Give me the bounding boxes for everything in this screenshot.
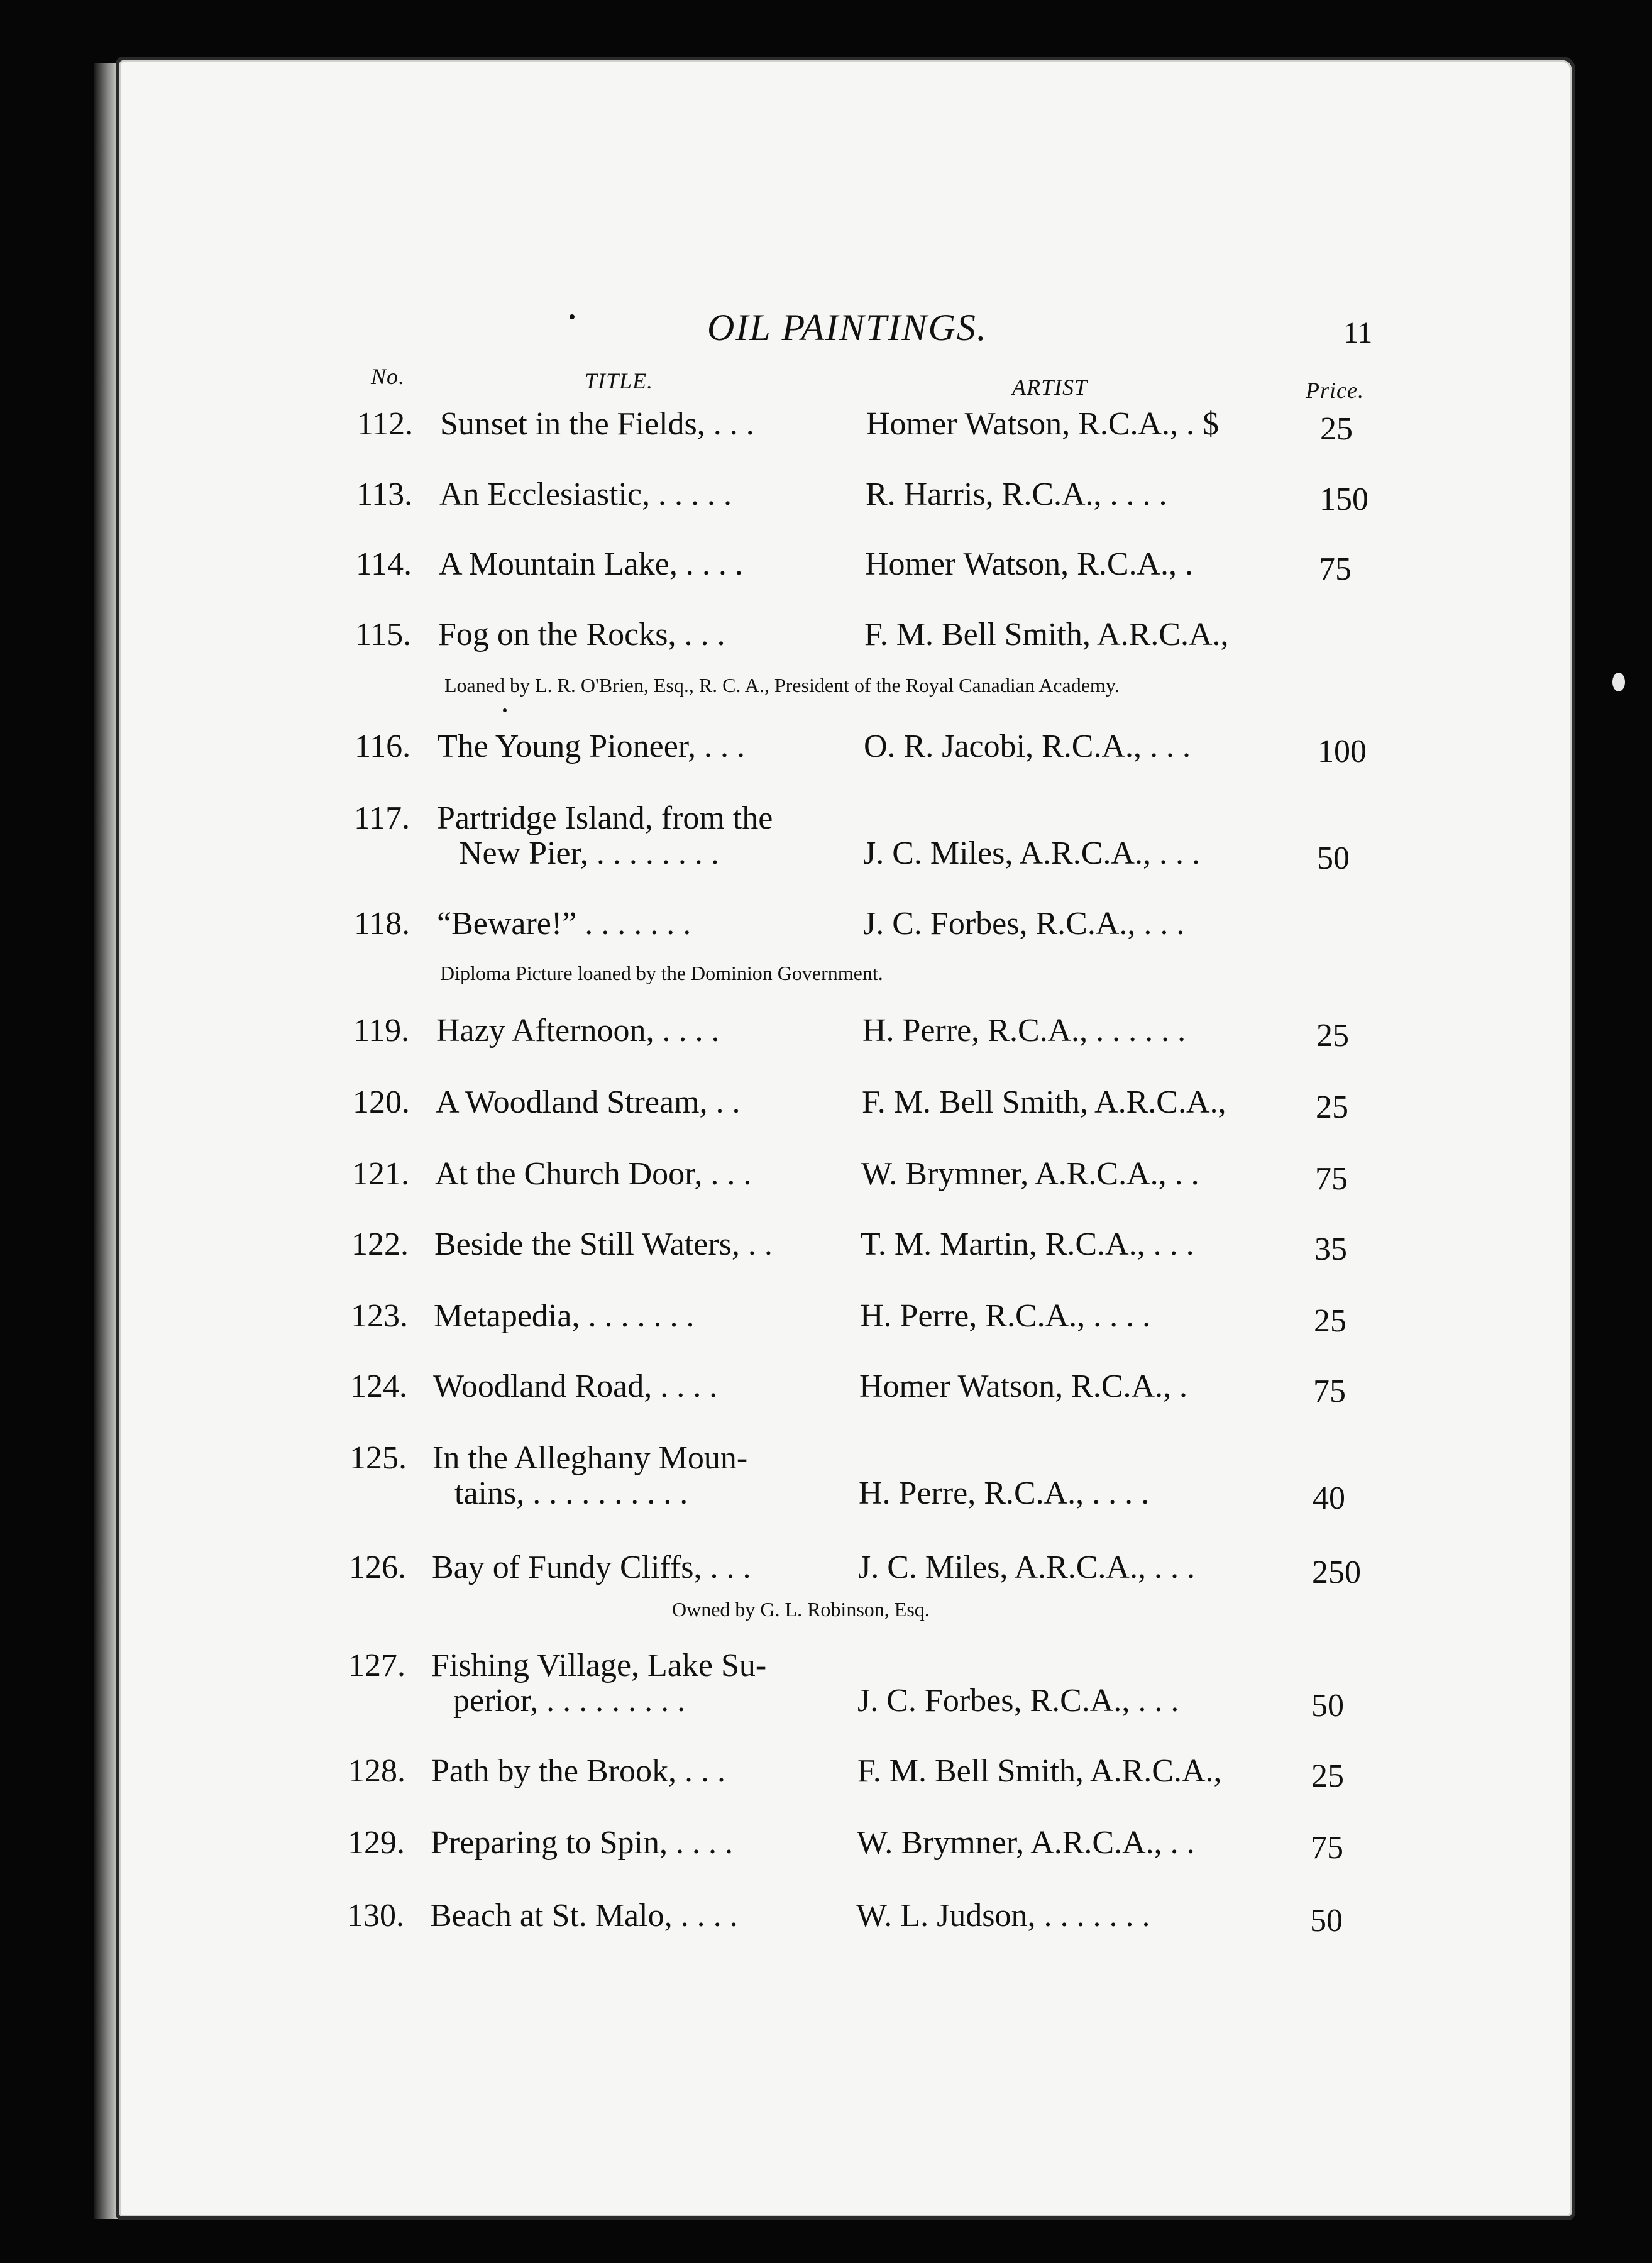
entry-artist: F. M. Bell Smith, A.R.C.A., [857,1753,1222,1789]
entry-title: Metapedia, . . . . . . . [434,1298,695,1334]
entry-price: 50 [1311,1688,1344,1724]
entry-title: “Beware!” . . . . . . . [437,906,691,942]
entry-price: 25 [1320,411,1353,447]
entry-artist: W. Brymner, A.R.C.A., . . [861,1156,1199,1192]
entry-price: 25 [1311,1758,1344,1794]
entry-price: 150 [1319,482,1368,517]
entry-note: Diploma Picture loaned by the Dominion Government. [440,962,883,984]
entry-title: Fog on the Rocks, . . . [438,617,725,652]
entry-note: Owned by G. L. Robinson, Esq. [672,1598,930,1621]
entry-price: 25 [1316,1018,1349,1054]
entry-artist: H. Perre, R.C.A., . . . . [860,1298,1151,1334]
entry-number: 128. [348,1753,405,1789]
entry-number: 123. [351,1298,408,1334]
entry-number: 117. [354,800,410,836]
entry-number: 114. [356,546,412,582]
entry-number: 126. [349,1550,406,1585]
entry-number: 120. [353,1084,410,1120]
entry-artist: F. M. Bell Smith, A.R.C.A., [862,1084,1226,1120]
entry-title: In the Alleghany Moun- [432,1440,748,1476]
entry-number: 122. [351,1226,409,1262]
entry-title: Bay of Fundy Cliffs, . . . [432,1550,751,1585]
entry-price: 50 [1310,1903,1343,1939]
entry-artist: R. Harris, R.C.A., . . . . [866,476,1167,512]
entry-price: 50 [1317,840,1350,876]
entry-title: Hazy Afternoon, . . . . [436,1013,720,1049]
entry-number: 112. [357,406,414,442]
entry-artist: O. R. Jacobi, R.C.A., . . . [864,729,1191,764]
entry-number: 113. [356,476,413,512]
entry-title-continued: perior, . . . . . . . . . [453,1683,686,1719]
entry-price: 40 [1313,1480,1345,1516]
column-header-no: No. [371,364,405,389]
entry-number: 118. [354,906,410,942]
entry-number: 119. [353,1013,410,1049]
entry-title: The Young Pioneer, . . . [438,729,746,764]
entry-price: 75 [1315,1161,1348,1197]
entry-price: 75 [1319,551,1352,587]
entry-artist: W. Brymner, A.R.C.A., . . [857,1825,1195,1861]
entry-artist: J. C. Miles, A.R.C.A., . . . [863,835,1200,871]
entry-number: 127. [348,1648,405,1683]
entry-artist: F. M. Bell Smith, A.R.C.A., [864,617,1229,652]
entry-price: 250 [1312,1555,1361,1590]
entry-artist: W. L. Judson, . . . . . . . [856,1898,1150,1934]
entry-artist: J. C. Forbes, R.C.A., . . . [857,1683,1179,1719]
entry-title: A Woodland Stream, . . [436,1084,741,1120]
page-number: 11 [1343,316,1373,350]
entry-number: 121. [352,1156,409,1192]
entry-title: Partridge Island, from the [437,800,773,836]
scan-speck [1612,673,1625,691]
entry-title: At the Church Door, . . . [435,1156,752,1192]
entry-artist: Homer Watson, R.C.A., . $ [866,406,1220,442]
entry-price: 25 [1316,1089,1348,1125]
entry-title-continued: New Pier, . . . . . . . . [459,835,719,871]
entry-price: 75 [1311,1830,1343,1866]
entry-title: A Mountain Lake, . . . . [439,546,743,582]
entry-price: 100 [1318,734,1367,769]
column-header-title: TITLE. [585,368,654,394]
entry-number: 130. [347,1898,404,1934]
entry-title: Sunset in the Fields, . . . [440,406,754,442]
entry-artist: Homer Watson, R.C.A., . [859,1368,1188,1404]
column-header-price: Price. [1306,378,1364,403]
entry-number: 116. [355,729,411,764]
entry-title: Beach at St. Malo, . . . . [430,1898,738,1934]
entry-artist: H. Perre, R.C.A., . . . . [859,1475,1150,1511]
entry-title: An Ecclesiastic, . . . . . [439,476,732,512]
entry-artist: H. Perre, R.C.A., . . . . . . [862,1013,1186,1049]
scan-speck [503,708,507,712]
page-heading: OIL PAINTINGS. [707,307,988,348]
entry-artist: T. M. Martin, R.C.A., . . . [861,1226,1194,1262]
entry-price: 75 [1313,1374,1346,1409]
entry-title: Preparing to Spin, . . . . [431,1825,733,1861]
entry-artist: Homer Watson, R.C.A., . [865,546,1194,582]
entry-number: 125. [350,1440,407,1476]
entry-number: 124. [350,1368,407,1404]
entry-price: 35 [1314,1231,1347,1267]
entry-number: 129. [348,1825,405,1861]
entry-title: Fishing Village, Lake Su- [431,1648,767,1683]
entry-price: 25 [1314,1303,1346,1339]
entry-artist: J. C. Forbes, R.C.A., . . . [863,906,1185,942]
entry-title: Woodland Road, . . . . [433,1368,718,1404]
scan-speck [570,314,575,319]
entry-artist: J. C. Miles, A.R.C.A., . . . [858,1550,1195,1585]
entry-number: 115. [355,617,412,652]
entry-note: Loaned by L. R. O'Brien, Esq., R. C. A., President of the Royal Canadian Academy. [444,674,1120,697]
column-header-artist: ARTIST [1012,375,1088,400]
entry-title: Path by the Brook, . . . [431,1753,725,1789]
entry-title: Beside the Still Waters, . . [434,1226,773,1262]
entry-title-continued: tains, . . . . . . . . . . [454,1475,688,1511]
